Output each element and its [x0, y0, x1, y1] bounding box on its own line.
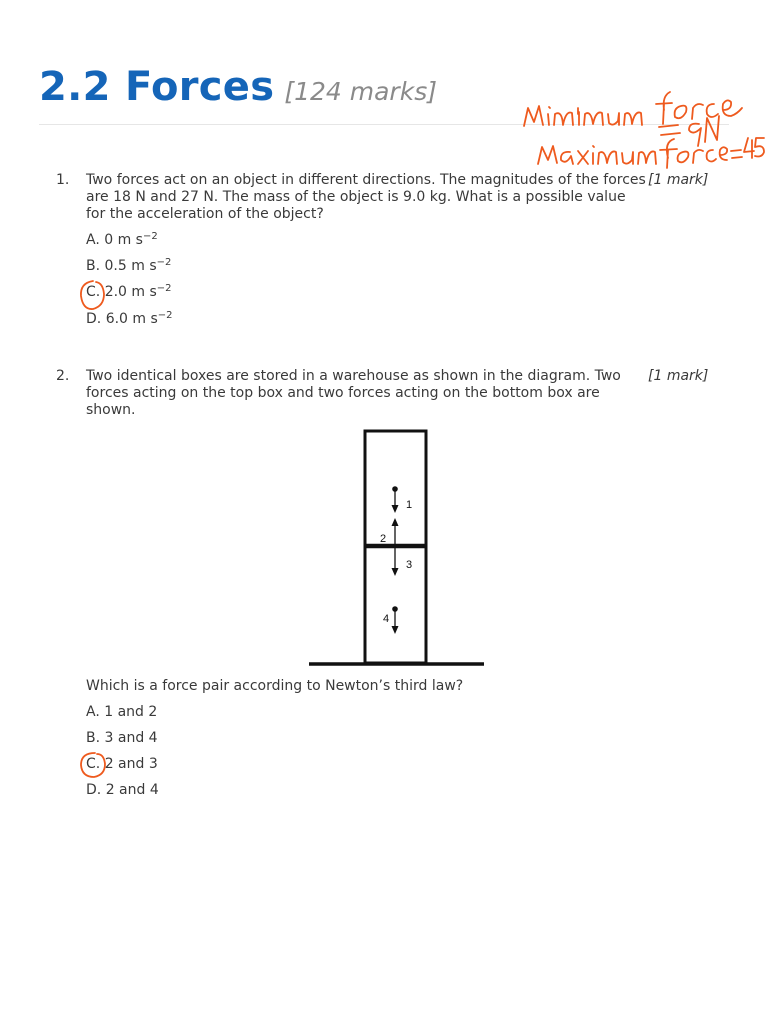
page-title-text: 2.2 Forces [39, 64, 275, 110]
question-marks: [1 mark] [648, 368, 709, 384]
option-b[interactable]: B. 0.5 m $s^{-2}$ [86, 257, 172, 274]
force-label-4: 4 [383, 613, 390, 625]
force-arrow-1 [392, 486, 399, 513]
option-a[interactable]: A. 0 m $s^{-2}$ [86, 231, 158, 248]
force-arrow-4 [392, 606, 399, 634]
question-marks: [1 mark] [648, 172, 709, 188]
force-arrow-2 [392, 518, 399, 544]
question-number: 1. [56, 172, 70, 188]
title-divider [39, 124, 729, 125]
force-label-1: 1 [406, 499, 413, 511]
option-c[interactable]: C. 2 and 3 [86, 756, 158, 772]
option-d[interactable]: D. 2 and 4 [86, 782, 159, 798]
question-text: Two identical boxes are stored in a warehouse as shown in the diagram. Two forces acting on the top box and two forces acting on the bottom box are shown. [86, 368, 621, 418]
force-label-2: 2 [380, 533, 387, 545]
option-d[interactable]: D. 6.0 m $s^{-2}$ [86, 310, 173, 327]
option-c[interactable]: C. 2.0 m $s^{-2}$ [86, 283, 172, 300]
question-number: 2. [56, 368, 70, 384]
total-marks: [124 marks] [284, 77, 437, 106]
question-text: Two forces act on an object in different directions. The magnitudes of the forces are 18 N and 27 N. The mass of the object is 9.0 kg. What is a possible value for the acceleration of the object? [86, 172, 646, 222]
option-a[interactable]: A. 1 and 2 [86, 704, 158, 720]
page-title [39, 64, 437, 110]
option-b[interactable]: B. 3 and 4 [86, 730, 158, 746]
boxes-diagram [305, 425, 490, 670]
force-arrow-3 [392, 548, 399, 576]
question-prompt: Which is a force pair according to Newton’s third law? [86, 678, 464, 694]
force-label-3: 3 [406, 559, 413, 571]
